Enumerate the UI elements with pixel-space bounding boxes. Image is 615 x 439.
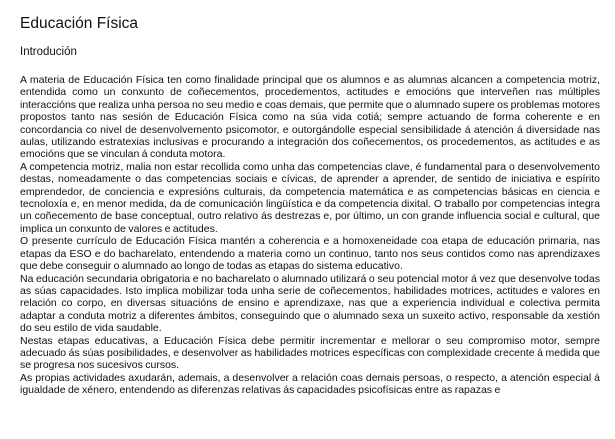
document-title: Educación Física — [20, 15, 139, 32]
section-heading: Introdución — [20, 46, 77, 58]
paragraph-6: As propias actividades axudarán, ademais, a desenvolver a relación coas demais persoas, o respecto, a atención especial á igualdade de xénero, entendendo as diferenzas relativas ás capacidades psicofísicas entre as rapazas e — [20, 371, 600, 397]
paragraph-2: A competencia motriz, malia non estar recollida como unha das competencias clave, é fundamental para o desenvolvemento destas, nomeadamente o das competencias sociais e cívicas, de aprender a aprender, de sentido de iniciativa e espírito emprendedor, de conciencia e expresións culturais, da competencia matemática e as competencias básicas en ciencia e tecnoloxía e, en menor medida, da de comunicación lingüística e da competencia dixital. O traballo por competencias integra un coñecemento de base conceptual, outro relativo ás destrezas e, por último, un con grande influencia social e cultural, que implica un conxunto de valores e actitudes. — [20, 160, 600, 235]
paragraph-5: Nestas etapas educativas, a Educación Física debe permitir incrementar e mellorar o seu compromiso motor, sempre adecuado ás súas posibilidades, e desenvolver as habilidades motrices específicas con complexidade crecente á medida que se progresa nos sucesivos cursos. — [20, 334, 600, 372]
document-page — [20, 14, 600, 397]
paragraph-1: A materia de Educación Física ten como finalidade principal que os alumnos e as alumnas alcancen a competencia motriz, entendida como un conxunto de coñecementos, procedementos, actitudes e emocións que interveñen nas múltiples interaccións que realiza unha persoa no seu medio e coas demais, que permite que o alumnado supere os problemas motores propostos tanto nas sesión de Educación Física como na súa vida cotiá; sempre actuando de forma coherente e en concordancia co nivel de desenvolvemento psicomotor, e outorgándolle especial sensibilidade á atención á diversidade nas aulas, utilizando estratexias inclusivas e procurando a integración dos coñecementos, os procedementos, as actitudes e as emocións que se vinculan á conduta motora. — [20, 74, 601, 161]
paragraph-4: Na educación secundaria obrigatoria e no bacharelato o alumnado utilizará o seu potencial motor á vez que desenvolve todas as súas capacidades. Isto implica mobilizar toda unha serie de coñecementos, habilidades motrices, actitudes e valores en relación co corpo, en diversas situacións de ensino e aprendizaxe, nas que a experiencia individual e colectiva permita adaptar a conduta motriz a diferentes ámbitos, conseguindo que o alumnado sexa un suxeito activo, responsable da xestión do seu estilo de vida saudable. — [20, 272, 600, 335]
paragraph-3: O presente currículo de Educación Física mantén a coherencia e a homoxeneidade coa etapa de educación primaria, nas etapas da ESO e do bacharelato, entendendo a materia como un continuo, tanto nos seus contidos como nas aprendizaxes que debe conseguir o alumnado ao longo de todas as etapas do sistema educativo. — [20, 235, 600, 273]
